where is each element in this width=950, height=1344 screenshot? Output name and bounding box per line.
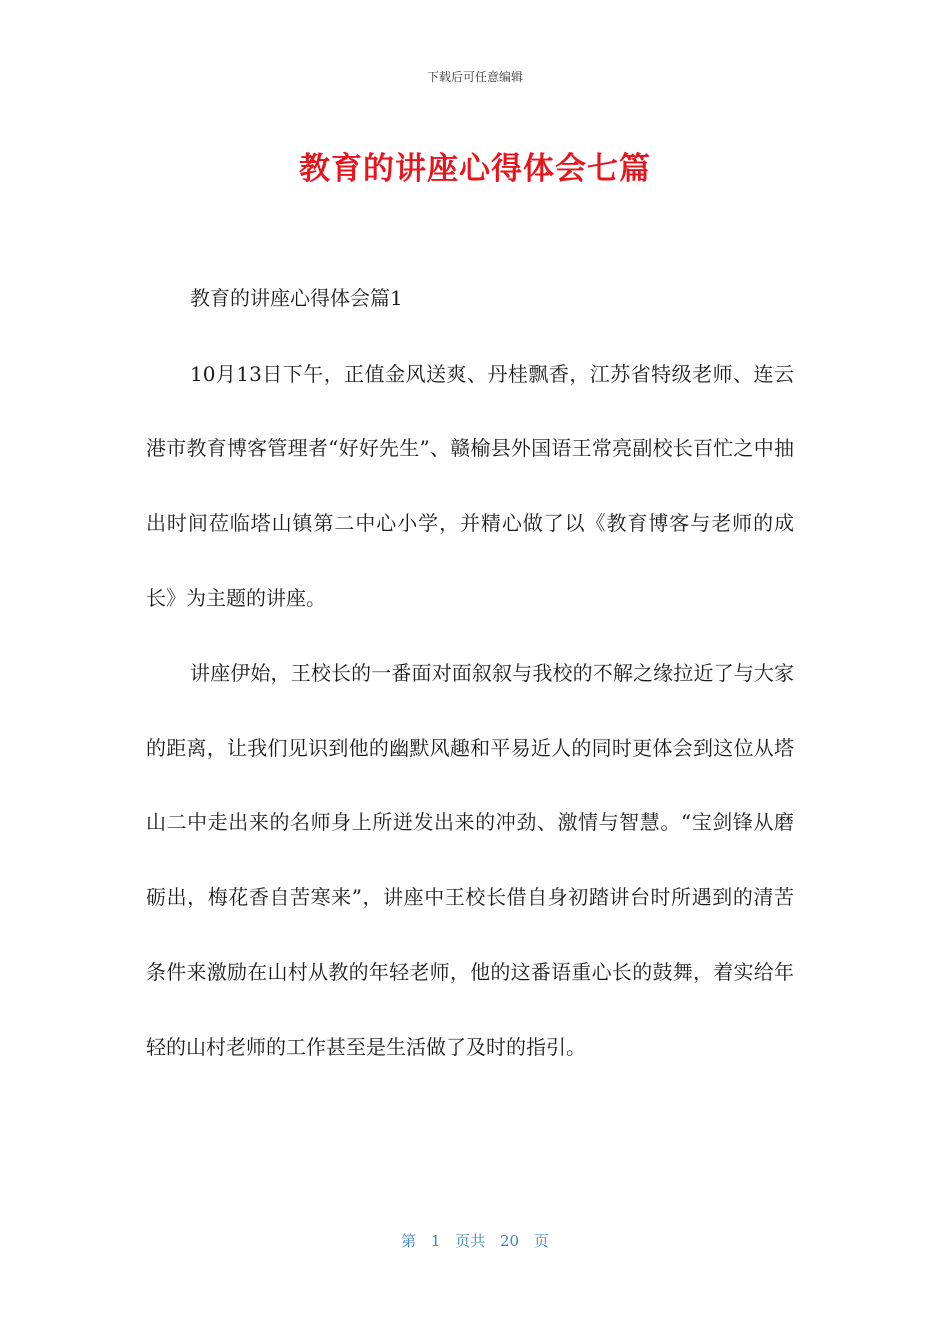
document-title: 教育的讲座心得体会七篇 — [299, 151, 651, 187]
header-note: 下载后可任意编辑 — [426, 70, 523, 84]
page-footer — [0, 1230, 950, 1251]
footer-page-number: 1 — [430, 1232, 441, 1250]
footer-page-total: 20 — [500, 1232, 520, 1250]
footer-page-prefix: 第 — [401, 1232, 417, 1250]
footer-page-suffix: 页 — [533, 1232, 549, 1250]
footer-page-middle: 页共 — [455, 1232, 486, 1250]
document-body — [146, 280, 794, 1085]
paragraph-1: 10月13日下午，正值金风送爽、丹桂飘香，江苏省特级老师、连云港市教育博客管理者“好好先生”、赣榆县外国语王常亮副校长百忙之中抽出时间莅临塔山镇第二中心小学，并精心做了以《教育博客与老师的成长》为主题的讲座。 — [146, 361, 794, 610]
section-heading: 教育的讲座心得体会篇1 — [190, 286, 403, 310]
paragraph-2: 讲座伊始，王校长的一番面对面叙叙与我校的不解之缘拉近了与大家的距离，让我们见识到他的幽默风趣和平易近人的同时更体会到这位从塔山二中走出来的名师身上所迸发出来的冲劲、激情与智慧。“宝剑锋从磨砺出，梅花香自苦寒来”，讲座中王校长借自身初踏讲台时所遇到的清苦条件来激励在山村从教的年轻老师，他的这番语重心长的鼓舞，着实给年轻的山村老师的工作甚至是生活做了及时的指引。 — [146, 660, 794, 1059]
